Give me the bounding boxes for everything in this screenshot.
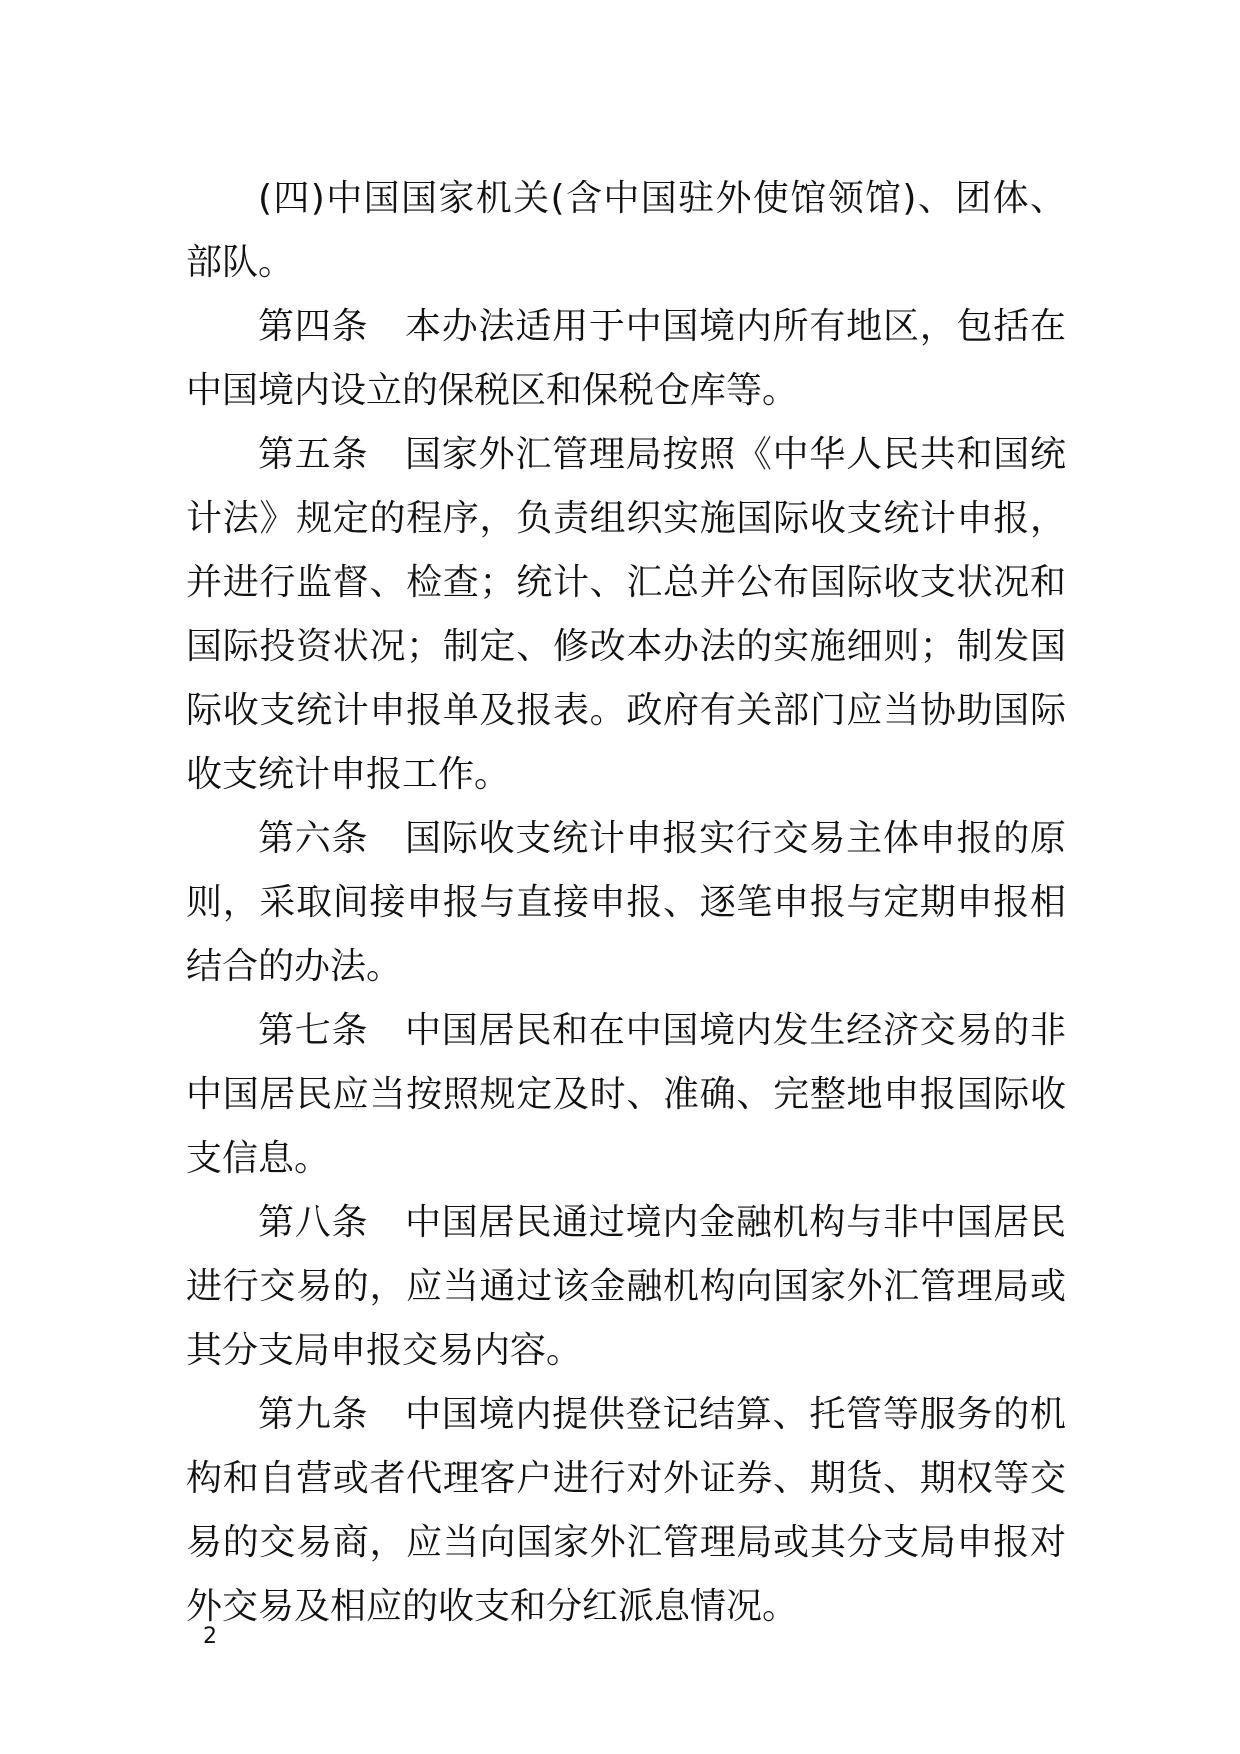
article-6: 第六条 国际收支统计申报实行交易主体申报的原则，采取间接申报与直接申报、逐笔申报与定期申报相结合的办法。: [186, 818, 1066, 987]
paragraph-item-4: (四)中国国家机关(含中国驻外使馆领馆)、团体、部队。: [186, 178, 1066, 283]
article-9: 第九条 中国境内提供登记结算、托管等服务的机构和自营或者代理客户进行对外证券、期货、期权等交易的交易商，应当向国家外汇管理局或其分支局申报对外交易及相应的收支和分红派息情况。: [186, 1394, 1066, 1627]
article-7: 第七条 中国居民和在中国境内发生经济交易的非中国居民应当按照规定及时、准确、完整地申报国际收支信息。: [186, 1010, 1066, 1179]
page-number: 2: [203, 1624, 217, 1649]
article-5: 第五条 国家外汇管理局按照《中华人民共和国统计法》规定的程序，负责组织实施国际收支统计申报，并进行监督、检查；统计、汇总并公布国际收支状况和国际投资状况；制定、修改本办法的实施细则；制发国际收支统计申报单及报表。政府有关部门应当协助国际收支统计申报工作。: [186, 434, 1066, 795]
document-body: [186, 167, 1066, 1639]
article-8: 第八条 中国居民通过境内金融机构与非中国居民进行交易的，应当通过该金融机构向国家外汇管理局或其分支局申报交易内容。: [186, 1202, 1066, 1371]
article-4: 第四条 本办法适用于中国境内所有地区，包括在中国境内设立的保税区和保税仓库等。: [186, 306, 1066, 411]
